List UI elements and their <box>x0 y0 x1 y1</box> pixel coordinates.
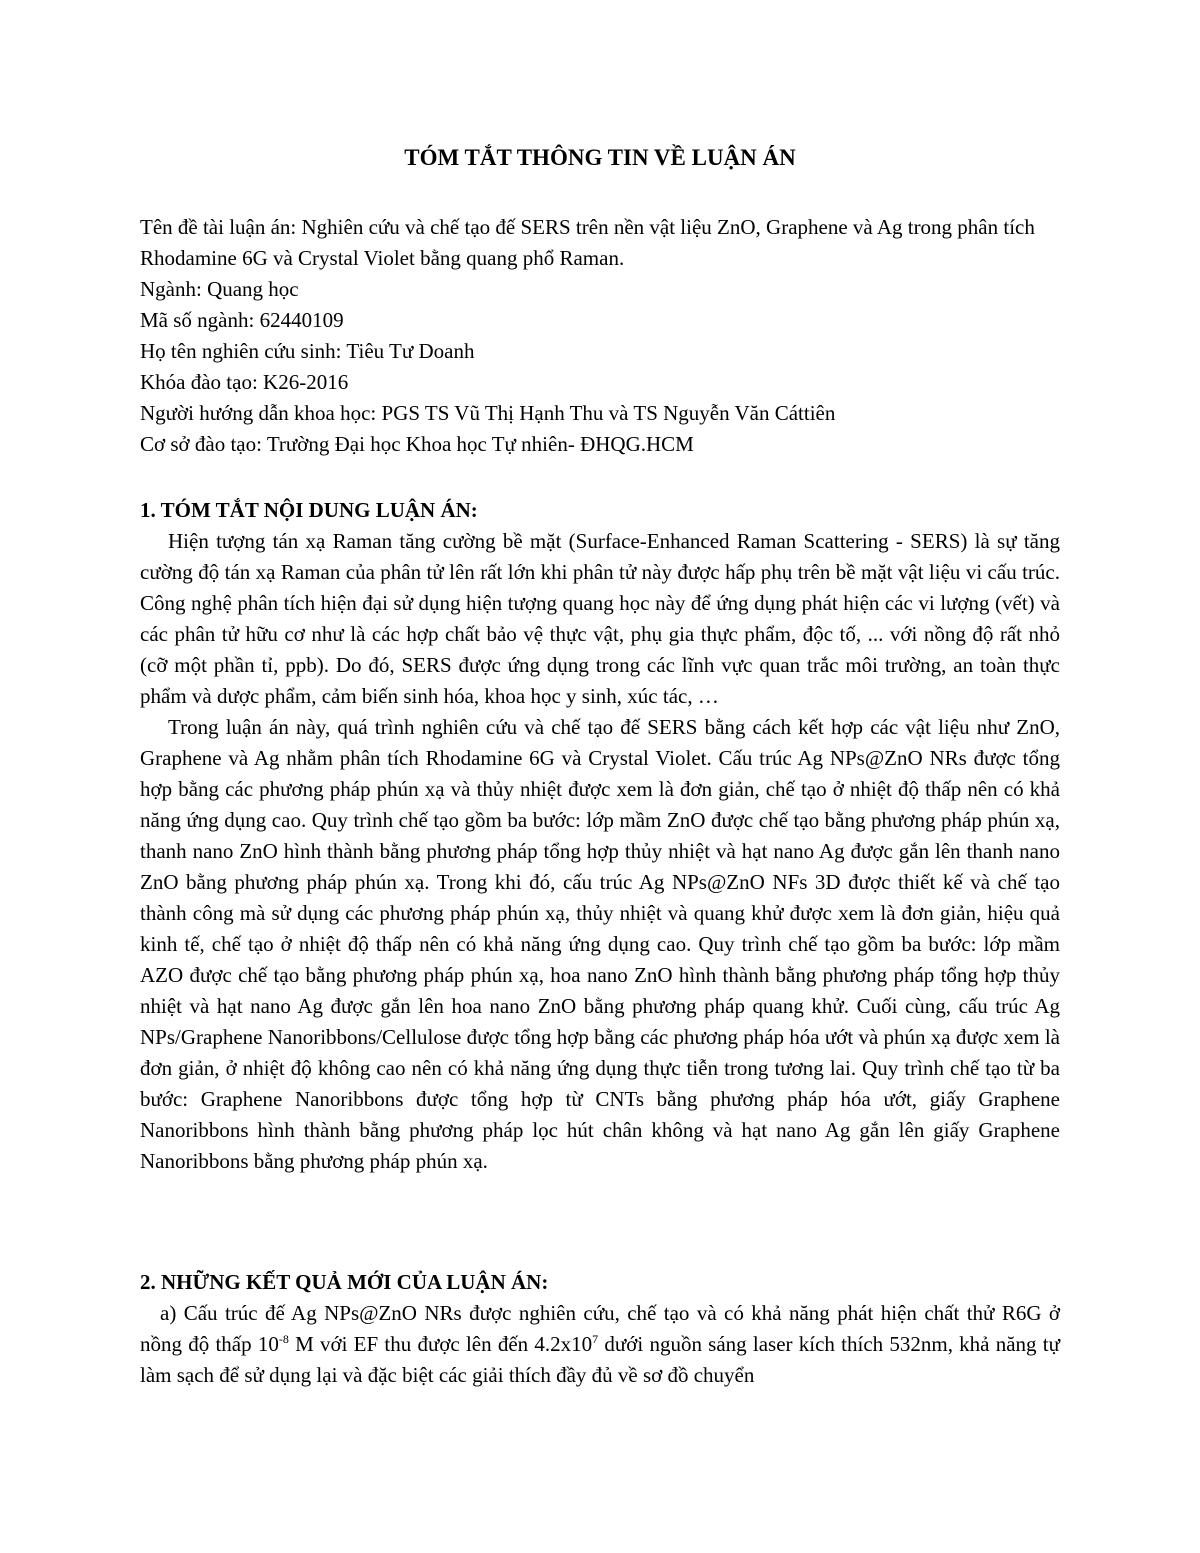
result-item-a-exponent-1: -8 <box>278 1332 289 1346</box>
thesis-major-code: Mã số ngành: 62440109 <box>140 308 344 332</box>
thesis-topic: Tên đề tài luận án: Nghiên cứu và chế tạo đế SERS trên nền vật liệu ZnO, Graphene và Ag trong phân tích Rhodamine 6G và Crystal Violet bằng quang phổ Raman. <box>140 215 1035 270</box>
thesis-student: Họ tên nghiên cứu sinh: Tiêu Tư Doanh <box>140 339 475 363</box>
section-new-results <box>140 1267 1060 1391</box>
thesis-major: Ngành: Quang học <box>140 277 299 301</box>
document-title: TÓM TẮT THÔNG TIN VỀ LUẬN ÁN <box>404 145 796 170</box>
section-summary <box>140 495 1060 1177</box>
result-item-a-text-3: dưới nguồn sáng laser kích thích 532nm, khả năng tự làm sạch để sử dụng lại và đặc biệt các giải thích đầy đủ về sơ đồ chuyển <box>140 1332 1060 1387</box>
thesis-institution: Cơ sở đào tạo: Trường Đại học Khoa học Tự nhiên- ĐHQG.HCM <box>140 432 694 456</box>
result-item-a <box>140 1298 1060 1391</box>
thesis-info-block <box>140 212 1060 460</box>
section-new-results-heading: 2. NHỮNG KẾT QUẢ MỚI CỦA LUẬN ÁN: <box>140 1270 549 1294</box>
result-item-a-exponent-2: 7 <box>592 1332 599 1346</box>
section-summary-paragraph-1: Hiện tượng tán xạ Raman tăng cường bề mặt (Surface-Enhanced Raman Scattering - SERS) là sự tăng cường độ tán xạ Raman của phân tử lên rất lớn khi phân tử này được hấp phụ trên bề mặt vật liệu vi cấu trúc. Công nghệ phân tích hiện đại sử dụng hiện tượng quang học này để ứng dụng phát hiện các vi lượng (vết) và các phân tử hữu cơ như là các hợp chất bảo vệ thực vật, phụ gia thực phẩm, độc tố, ... với nồng độ rất nhỏ (cỡ một phần tỉ, ppb). Do đó, SERS được ứng dụng trong các lĩnh vực quan trắc môi trường, an toàn thực phẩm và dược phẩm, cảm biến sinh hóa, khoa học y sinh, xúc tác, … <box>140 529 1060 708</box>
result-item-a-text-2: M với EF thu được lên đến 4.2x10 <box>288 1332 593 1356</box>
thesis-supervisors: Người hướng dẫn khoa học: PGS TS Vũ Thị Hạnh Thu và TS Nguyễn Văn Cáttiên <box>140 401 836 425</box>
section-summary-paragraph-2: Trong luận án này, quá trình nghiên cứu và chế tạo đế SERS bằng cách kết hợp các vật liệu như ZnO, Graphene và Ag nhằm phân tích Rhodamine 6G và Crystal Violet. Cấu trúc Ag NPs@ZnO NRs được tổng hợp bằng các phương pháp phún xạ và thủy nhiệt được xem là đơn giản, chế tạo ở nhiệt độ thấp nên có khả năng ứng dụng cao. Quy trình chế tạo gồm ba bước: lớp mầm ZnO được chế tạo bằng phương pháp phún xạ, thanh nano ZnO hình thành bằng phương pháp tổng hợp thủy nhiệt và hạt nano Ag được gắn lên thanh nano ZnO bằng phương pháp phún xạ. Trong khi đó, cấu trúc Ag NPs@ZnO NFs 3D được thiết kế và chế tạo thành công mà sử dụng các phương pháp phún xạ, thủy nhiệt và quang khử được xem là đơn giản, hiệu quả kinh tế, chế tạo ở nhiệt độ thấp nên có khả năng ứng dụng cao. Quy trình chế tạo gồm ba bước: lớp mầm AZO được chế tạo bằng phương pháp phún xạ, hoa nano ZnO hình thành bằng phương pháp tổng hợp thủy nhiệt và hạt nano Ag được gắn lên hoa nano ZnO bằng phương pháp quang khử. Cuối cùng, cấu trúc Ag NPs/Graphene Nanoribbons/Cellulose được tổng hợp bằng các phương pháp hóa ướt và phún xạ được xem là đơn giản, ở nhiệt độ không cao nên có khả năng ứng dụng thực tiễn trong tương lai. Quy trình chế tạo từ ba bước: Graphene Nanoribbons được tổng hợp từ CNTs bằng phương pháp hóa ướt, giấy Graphene Nanoribbons hình thành bằng phương pháp lọc hút chân không và hạt nano Ag gắn lên giấy Graphene Nanoribbons bằng phương pháp phún xạ. <box>140 715 1060 1173</box>
thesis-course: Khóa đào tạo: K26-2016 <box>140 370 349 394</box>
result-item-a-text-1: a) Cấu trúc đế Ag NPs@ZnO NRs được nghiên cứu, chế tạo và có khả năng phát hiện chất thử R6G ở nồng độ thấp 10 <box>140 1301 1060 1356</box>
section-summary-heading: 1. TÓM TẮT NỘI DUNG LUẬN ÁN: <box>140 498 478 522</box>
